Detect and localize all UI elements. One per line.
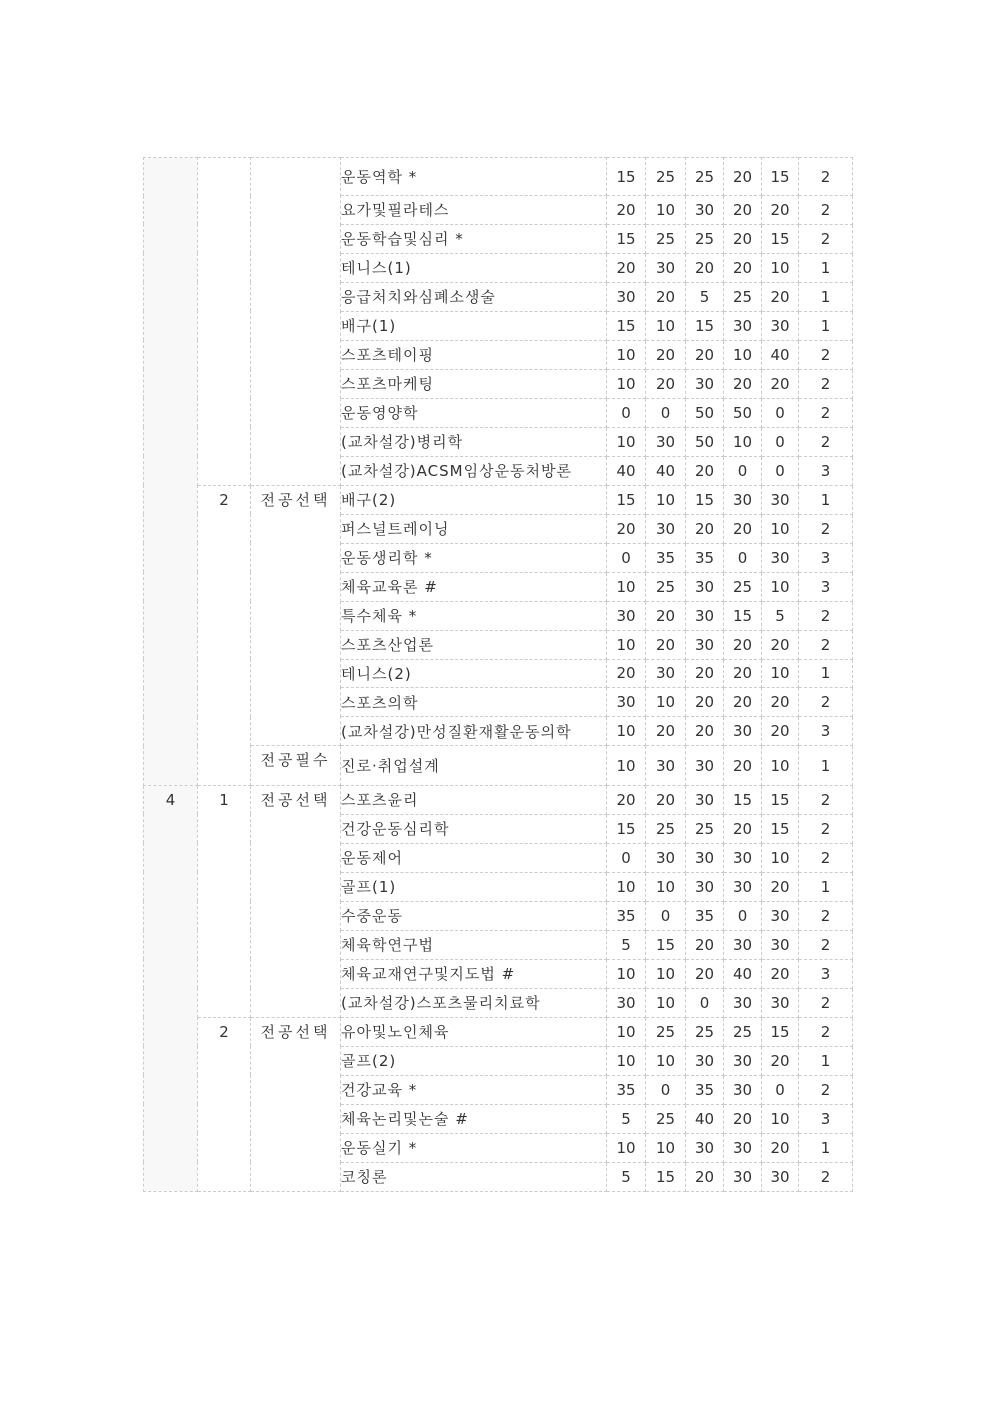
- score-cell: 20: [686, 1162, 724, 1191]
- score-cell: 20: [724, 1104, 762, 1133]
- score-cell: 10: [646, 311, 686, 340]
- score-cell: 20: [762, 872, 799, 901]
- course-name-cell: 운동역학 *: [341, 158, 607, 196]
- score-cell: 10: [762, 1104, 799, 1133]
- credit-cell: 2: [799, 398, 853, 427]
- score-cell: 10: [607, 717, 646, 746]
- score-cell: 40: [762, 340, 799, 369]
- credit-cell: 2: [799, 1075, 853, 1104]
- credit-cell: 3: [799, 1104, 853, 1133]
- score-cell: 30: [607, 688, 646, 717]
- score-cell: 20: [686, 688, 724, 717]
- score-cell: 15: [646, 1162, 686, 1191]
- score-cell: 10: [762, 843, 799, 872]
- credit-cell: 2: [799, 1162, 853, 1191]
- score-cell: 25: [724, 572, 762, 601]
- score-cell: 20: [646, 282, 686, 311]
- score-cell: 30: [686, 785, 724, 814]
- credit-cell: 2: [799, 224, 853, 253]
- course-name-cell: (교차설강)스포츠물리치료학: [341, 988, 607, 1017]
- score-cell: 15: [607, 224, 646, 253]
- score-cell: 20: [762, 1133, 799, 1162]
- score-cell: 15: [724, 601, 762, 630]
- score-cell: 40: [646, 456, 686, 485]
- score-cell: 20: [724, 514, 762, 543]
- credit-cell: 1: [799, 746, 853, 786]
- course-name-cell: 스포츠마케팅: [341, 369, 607, 398]
- score-cell: 20: [724, 224, 762, 253]
- curriculum-table-body: [144, 158, 853, 1192]
- score-cell: 30: [686, 1046, 724, 1075]
- credit-cell: 2: [799, 814, 853, 843]
- score-cell: 10: [607, 630, 646, 659]
- score-cell: 30: [724, 1162, 762, 1191]
- course-name-cell: 골프(1): [341, 872, 607, 901]
- score-cell: 15: [607, 158, 646, 196]
- score-cell: 10: [607, 572, 646, 601]
- score-cell: 25: [646, 1104, 686, 1133]
- score-cell: 30: [686, 630, 724, 659]
- course-name-cell: 응급처치와심폐소생술: [341, 282, 607, 311]
- credit-cell: 2: [799, 340, 853, 369]
- score-cell: 30: [686, 746, 724, 786]
- course-name-cell: 체육학연구법: [341, 930, 607, 959]
- score-cell: 30: [762, 311, 799, 340]
- score-cell: 15: [762, 224, 799, 253]
- score-cell: 20: [724, 630, 762, 659]
- course-name-cell: 테니스(2): [341, 659, 607, 688]
- score-cell: 20: [646, 717, 686, 746]
- score-cell: 20: [607, 785, 646, 814]
- credit-cell: 2: [799, 930, 853, 959]
- credit-cell: 1: [799, 253, 853, 282]
- semester-cell: 2: [198, 485, 251, 785]
- score-cell: 10: [724, 427, 762, 456]
- score-cell: 30: [724, 930, 762, 959]
- score-cell: 20: [686, 659, 724, 688]
- credit-cell: 3: [799, 456, 853, 485]
- score-cell: 0: [724, 543, 762, 572]
- score-cell: 10: [646, 196, 686, 225]
- score-cell: 20: [607, 514, 646, 543]
- score-cell: 20: [724, 688, 762, 717]
- course-row: [144, 1017, 853, 1046]
- score-cell: 10: [607, 959, 646, 988]
- score-cell: 10: [646, 485, 686, 514]
- course-name-cell: (교차설강)병리학: [341, 427, 607, 456]
- score-cell: 5: [686, 282, 724, 311]
- score-cell: 20: [646, 630, 686, 659]
- score-cell: 10: [762, 514, 799, 543]
- score-cell: 5: [762, 601, 799, 630]
- score-cell: 30: [724, 843, 762, 872]
- course-name-cell: 코칭론: [341, 1162, 607, 1191]
- score-cell: 30: [724, 988, 762, 1017]
- course-name-cell: (교차설강)만성질환재활운동의학: [341, 717, 607, 746]
- score-cell: 15: [762, 814, 799, 843]
- score-cell: 10: [607, 369, 646, 398]
- credit-cell: 2: [799, 514, 853, 543]
- score-cell: 20: [724, 746, 762, 786]
- score-cell: 20: [762, 717, 799, 746]
- document-page: [143, 157, 853, 1192]
- credit-cell: 2: [799, 630, 853, 659]
- score-cell: 50: [686, 398, 724, 427]
- score-cell: 25: [646, 572, 686, 601]
- score-cell: 30: [762, 930, 799, 959]
- credit-cell: 3: [799, 543, 853, 572]
- score-cell: 20: [762, 1046, 799, 1075]
- score-cell: 20: [686, 253, 724, 282]
- score-cell: 30: [762, 543, 799, 572]
- score-cell: 50: [686, 427, 724, 456]
- score-cell: 25: [724, 282, 762, 311]
- score-cell: 20: [762, 196, 799, 225]
- score-cell: 20: [762, 959, 799, 988]
- score-cell: 30: [686, 843, 724, 872]
- score-cell: 30: [762, 1162, 799, 1191]
- score-cell: 30: [686, 601, 724, 630]
- score-cell: 40: [607, 456, 646, 485]
- score-cell: 30: [686, 196, 724, 225]
- credit-cell: 2: [799, 688, 853, 717]
- score-cell: 10: [607, 1046, 646, 1075]
- score-cell: 30: [724, 1046, 762, 1075]
- score-cell: 25: [724, 1017, 762, 1046]
- score-cell: 0: [724, 901, 762, 930]
- score-cell: 30: [646, 514, 686, 543]
- course-row: [144, 485, 853, 514]
- score-cell: 40: [686, 1104, 724, 1133]
- credit-cell: 2: [799, 369, 853, 398]
- category-cell: [251, 158, 341, 486]
- course-row: [144, 158, 853, 196]
- course-name-cell: 체육논리및논술 #: [341, 1104, 607, 1133]
- score-cell: 10: [646, 988, 686, 1017]
- credit-cell: 1: [799, 282, 853, 311]
- course-name-cell: 체육교재연구및지도법 #: [341, 959, 607, 988]
- score-cell: 50: [724, 398, 762, 427]
- score-cell: 20: [686, 930, 724, 959]
- score-cell: 15: [762, 158, 799, 196]
- credit-cell: 2: [799, 843, 853, 872]
- score-cell: 25: [686, 1017, 724, 1046]
- score-cell: 0: [607, 543, 646, 572]
- course-name-cell: 운동실기 *: [341, 1133, 607, 1162]
- score-cell: 10: [762, 659, 799, 688]
- score-cell: 30: [724, 1075, 762, 1104]
- course-name-cell: 진로·취업설계: [341, 746, 607, 786]
- score-cell: 25: [646, 814, 686, 843]
- score-cell: 20: [724, 659, 762, 688]
- grade-cell: [144, 158, 198, 786]
- category-cell: 전공필수: [251, 746, 341, 786]
- category-cell: 전공선택: [251, 785, 341, 1017]
- score-cell: 40: [724, 959, 762, 988]
- semester-cell: [198, 158, 251, 486]
- score-cell: 0: [607, 843, 646, 872]
- score-cell: 30: [646, 659, 686, 688]
- credit-cell: 1: [799, 311, 853, 340]
- score-cell: 20: [724, 158, 762, 196]
- score-cell: 35: [607, 901, 646, 930]
- score-cell: 0: [646, 1075, 686, 1104]
- credit-cell: 2: [799, 1017, 853, 1046]
- score-cell: 10: [646, 1046, 686, 1075]
- score-cell: 20: [686, 456, 724, 485]
- credit-cell: 3: [799, 572, 853, 601]
- score-cell: 20: [646, 785, 686, 814]
- course-name-cell: (교차설강)ACSM임상운동처방론: [341, 456, 607, 485]
- score-cell: 20: [686, 959, 724, 988]
- score-cell: 10: [607, 1133, 646, 1162]
- score-cell: 0: [724, 456, 762, 485]
- score-cell: 30: [686, 1133, 724, 1162]
- grade-cell: 4: [144, 785, 198, 1191]
- course-name-cell: 건강교육 *: [341, 1075, 607, 1104]
- score-cell: 0: [762, 427, 799, 456]
- score-cell: 30: [607, 988, 646, 1017]
- score-cell: 15: [607, 814, 646, 843]
- credit-cell: 3: [799, 959, 853, 988]
- course-name-cell: 골프(2): [341, 1046, 607, 1075]
- score-cell: 10: [607, 746, 646, 786]
- score-cell: 10: [762, 746, 799, 786]
- score-cell: 0: [762, 456, 799, 485]
- course-row: [144, 785, 853, 814]
- score-cell: 15: [686, 485, 724, 514]
- score-cell: 15: [762, 1017, 799, 1046]
- score-cell: 15: [724, 785, 762, 814]
- score-cell: 10: [724, 340, 762, 369]
- credit-cell: 1: [799, 872, 853, 901]
- course-name-cell: 요가및필라테스: [341, 196, 607, 225]
- course-name-cell: 건강운동심리학: [341, 814, 607, 843]
- score-cell: 30: [646, 253, 686, 282]
- score-cell: 30: [724, 485, 762, 514]
- score-cell: 20: [686, 514, 724, 543]
- category-cell: 전공선택: [251, 1017, 341, 1191]
- semester-cell: 1: [198, 785, 251, 1017]
- credit-cell: 2: [799, 196, 853, 225]
- credit-cell: 2: [799, 601, 853, 630]
- score-cell: 0: [762, 398, 799, 427]
- score-cell: 10: [646, 959, 686, 988]
- score-cell: 0: [607, 398, 646, 427]
- score-cell: 10: [762, 572, 799, 601]
- score-cell: 30: [762, 901, 799, 930]
- score-cell: 30: [724, 872, 762, 901]
- semester-cell: 2: [198, 1017, 251, 1191]
- score-cell: 25: [646, 158, 686, 196]
- curriculum-table: [143, 157, 853, 1192]
- score-cell: 20: [762, 630, 799, 659]
- course-name-cell: 수중운동: [341, 901, 607, 930]
- score-cell: 10: [646, 688, 686, 717]
- course-name-cell: 스포츠의학: [341, 688, 607, 717]
- score-cell: 0: [686, 988, 724, 1017]
- score-cell: 20: [762, 688, 799, 717]
- score-cell: 30: [724, 1133, 762, 1162]
- score-cell: 20: [607, 196, 646, 225]
- score-cell: 30: [646, 843, 686, 872]
- score-cell: 35: [646, 543, 686, 572]
- course-name-cell: 배구(1): [341, 311, 607, 340]
- course-name-cell: 배구(2): [341, 485, 607, 514]
- course-name-cell: 운동영양학: [341, 398, 607, 427]
- score-cell: 15: [686, 311, 724, 340]
- score-cell: 10: [762, 253, 799, 282]
- score-cell: 20: [607, 253, 646, 282]
- course-name-cell: 스포츠윤리: [341, 785, 607, 814]
- course-name-cell: 운동생리학 *: [341, 543, 607, 572]
- score-cell: 30: [686, 369, 724, 398]
- course-name-cell: 체육교육론 #: [341, 572, 607, 601]
- score-cell: 10: [646, 872, 686, 901]
- credit-cell: 2: [799, 158, 853, 196]
- score-cell: 25: [646, 1017, 686, 1046]
- score-cell: 20: [724, 253, 762, 282]
- score-cell: 30: [646, 746, 686, 786]
- score-cell: 30: [762, 485, 799, 514]
- score-cell: 10: [607, 1017, 646, 1046]
- score-cell: 30: [607, 601, 646, 630]
- score-cell: 30: [724, 311, 762, 340]
- score-cell: 0: [646, 398, 686, 427]
- credit-cell: 2: [799, 785, 853, 814]
- category-cell: 전공선택: [251, 485, 341, 746]
- score-cell: 10: [646, 1133, 686, 1162]
- course-name-cell: 스포츠산업론: [341, 630, 607, 659]
- credit-cell: 1: [799, 659, 853, 688]
- credit-cell: 2: [799, 427, 853, 456]
- credit-cell: 1: [799, 1133, 853, 1162]
- score-cell: 15: [762, 785, 799, 814]
- score-cell: 20: [686, 717, 724, 746]
- course-row: [144, 746, 853, 786]
- score-cell: 30: [686, 872, 724, 901]
- score-cell: 20: [762, 282, 799, 311]
- score-cell: 25: [686, 158, 724, 196]
- score-cell: 30: [686, 572, 724, 601]
- score-cell: 25: [686, 814, 724, 843]
- score-cell: 15: [646, 930, 686, 959]
- course-name-cell: 특수체육 *: [341, 601, 607, 630]
- credit-cell: 1: [799, 485, 853, 514]
- score-cell: 20: [724, 369, 762, 398]
- score-cell: 20: [607, 659, 646, 688]
- score-cell: 35: [686, 901, 724, 930]
- credit-cell: 3: [799, 717, 853, 746]
- score-cell: 30: [607, 282, 646, 311]
- score-cell: 5: [607, 930, 646, 959]
- score-cell: 5: [607, 1162, 646, 1191]
- score-cell: 25: [646, 224, 686, 253]
- score-cell: 0: [646, 901, 686, 930]
- score-cell: 20: [686, 340, 724, 369]
- score-cell: 10: [607, 427, 646, 456]
- course-name-cell: 유아및노인체육: [341, 1017, 607, 1046]
- score-cell: 35: [686, 543, 724, 572]
- score-cell: 20: [724, 196, 762, 225]
- score-cell: 15: [607, 485, 646, 514]
- score-cell: 10: [607, 872, 646, 901]
- course-name-cell: 스포츠테이핑: [341, 340, 607, 369]
- credit-cell: 1: [799, 1046, 853, 1075]
- score-cell: 35: [607, 1075, 646, 1104]
- score-cell: 20: [646, 601, 686, 630]
- course-name-cell: 운동학습및심리 *: [341, 224, 607, 253]
- score-cell: 30: [724, 717, 762, 746]
- credit-cell: 2: [799, 901, 853, 930]
- score-cell: 10: [607, 340, 646, 369]
- score-cell: 0: [762, 1075, 799, 1104]
- score-cell: 20: [762, 369, 799, 398]
- score-cell: 25: [686, 224, 724, 253]
- course-name-cell: 테니스(1): [341, 253, 607, 282]
- score-cell: 30: [646, 427, 686, 456]
- score-cell: 20: [646, 369, 686, 398]
- score-cell: 15: [607, 311, 646, 340]
- score-cell: 20: [646, 340, 686, 369]
- course-name-cell: 퍼스널트레이닝: [341, 514, 607, 543]
- score-cell: 35: [686, 1075, 724, 1104]
- score-cell: 5: [607, 1104, 646, 1133]
- score-cell: 30: [762, 988, 799, 1017]
- credit-cell: 2: [799, 988, 853, 1017]
- course-name-cell: 운동제어: [341, 843, 607, 872]
- score-cell: 20: [724, 814, 762, 843]
